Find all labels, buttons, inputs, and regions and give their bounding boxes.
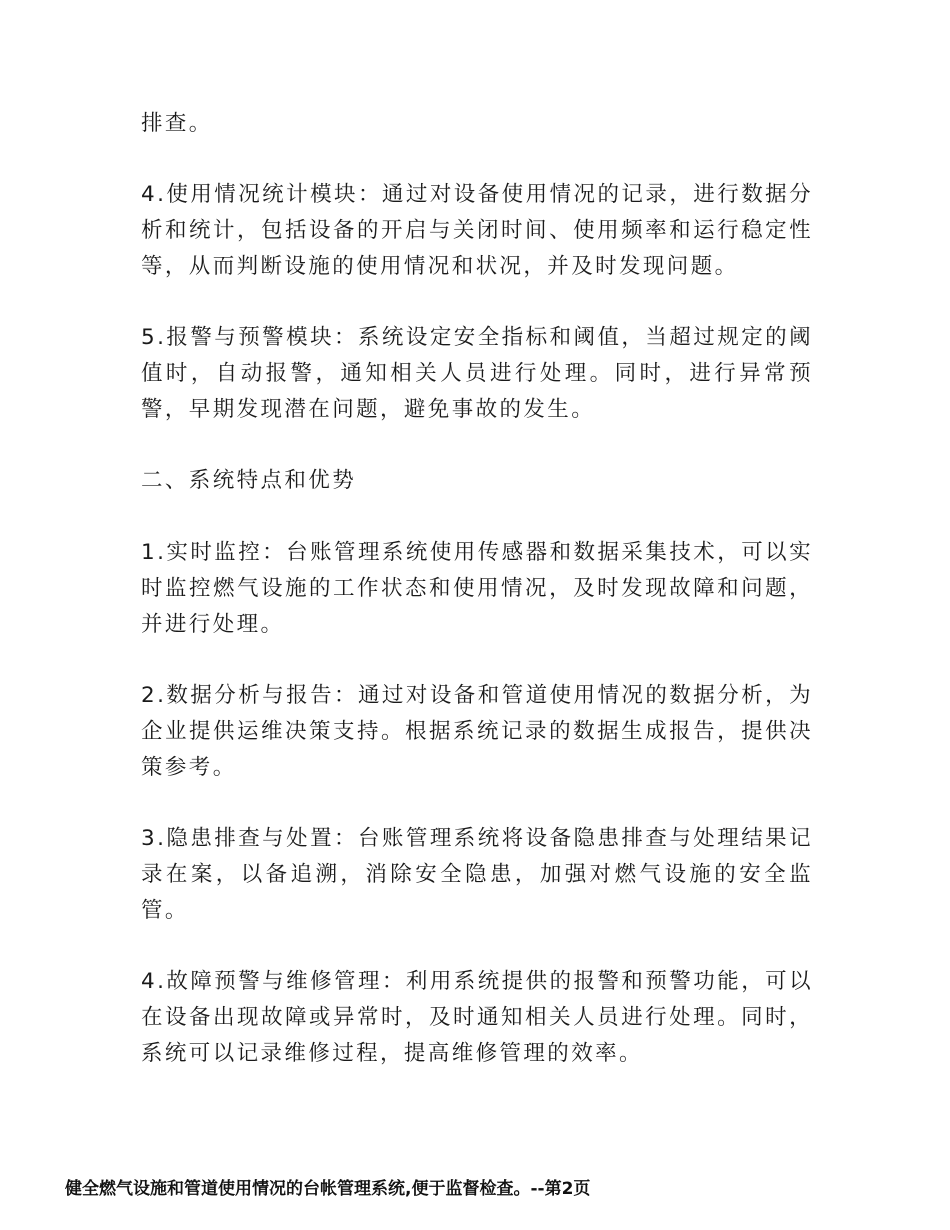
paragraph-continuation: 排查。 — [141, 111, 213, 136]
paragraph-usage-statistics-module: 4.使用情况统计模块：通过对设备使用情况的记录，进行数据分析和统计，包括设备的开启与关闭时间、使用频率和运行稳定性等，从而判断设施的使用情况和状况，并及时发现问题。 — [141, 182, 813, 279]
paragraph-alarm-warning-module: 5.报警与预警模块：系统设定安全指标和阈值，当超过规定的阈值时，自动报警，通知相关人员进行处理。同时，进行异常预警，早期发现潜在问题，避免事故的发生。 — [141, 325, 813, 422]
paragraph-fault-warning-maintenance: 4.故障预警与维修管理：利用系统提供的报警和预警功能，可以在设备出现故障或异常时，及时通知相关人员进行处理。同时，系统可以记录维修过程，提高维修管理的效率。 — [141, 969, 813, 1066]
page-footer: 健全燃气设施和管道使用情况的台帐管理系统,便于监督检查。--第2页 — [65, 1179, 591, 1199]
paragraph-realtime-monitoring: 1.实时监控：台账管理系统使用传感器和数据采集技术，可以实时监控燃气设施的工作状态和使用情况，及时发现故障和问题，并进行处理。 — [141, 540, 813, 637]
paragraph-data-analysis-report: 2.数据分析与报告：通过对设备和管道使用情况的数据分析，为企业提供运维决策支持。根据系统记录的数据生成报告，提供决策参考。 — [141, 683, 813, 780]
section-heading: 二、系统特点和优势 — [141, 468, 357, 493]
document-body — [141, 106, 813, 1107]
paragraph-hazard-inspection: 3.隐患排查与处置：台账管理系统将设备隐患排查与处理结果记录在案，以备追溯，消除安全隐患，加强对燃气设施的安全监管。 — [141, 826, 813, 923]
